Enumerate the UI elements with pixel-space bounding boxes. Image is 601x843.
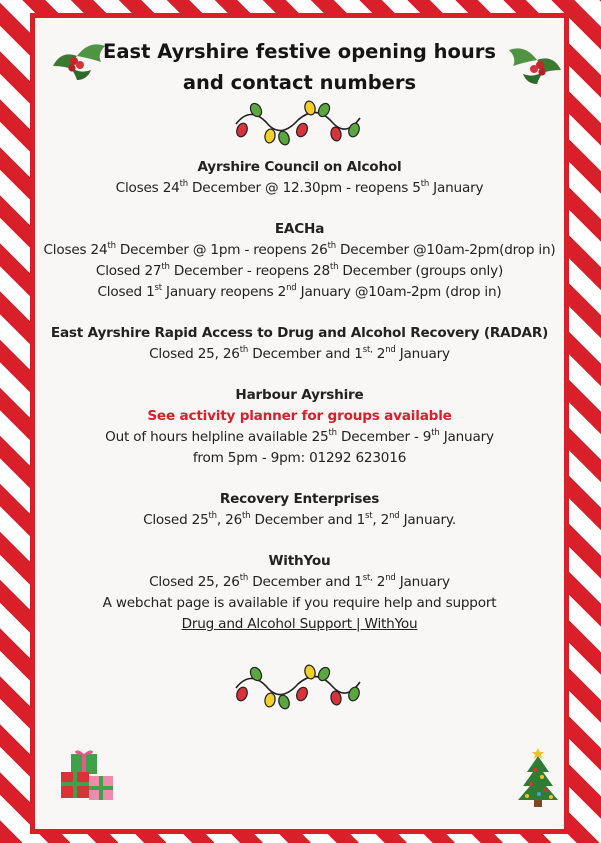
opening-hours-line: Closes 24th December @ 12.30pm - reopens 5th January (115, 179, 484, 196)
christmas-lights-icon (232, 100, 364, 148)
section-heading: EACHa (274, 221, 325, 237)
opening-hours-line: Out of hours helpline available 25th December - 9th January (105, 428, 494, 445)
section-radar (35, 323, 564, 365)
section-harbour (35, 385, 564, 469)
section-heading: WithYou (268, 553, 331, 569)
section-heading: East Ayrshire Rapid Access to Drug and Alcohol Recovery (RADAR) (50, 325, 549, 341)
contact-list (35, 157, 564, 635)
opening-hours-line: Closed 25, 26th December and $1^{st,}$ 2nd January (149, 573, 450, 590)
section-recovery (35, 489, 564, 531)
section-heading: Ayrshire Council on Alcohol (197, 159, 402, 175)
section-eacha (35, 219, 564, 303)
section-heading: Harbour Ayrshire (235, 387, 364, 403)
section-heading: Recovery Enterprises (219, 491, 380, 507)
withyou-support-link[interactable]: Drug and Alcohol Support | WithYou (181, 616, 418, 632)
opening-hours-line: Closed 27th December - reopens 28th December (groups only) (95, 262, 504, 279)
activity-planner-note: See activity planner for groups available (147, 408, 452, 424)
opening-hours-line: Closes 24th December @ 1pm - reopens 26th December @10am-2pm(drop in) (43, 241, 556, 258)
poster-card (30, 13, 569, 834)
christmas-tree-icon (513, 746, 563, 810)
opening-hours-line: Closed 25, 26th December and $1^{st,}$ 2nd January (149, 345, 450, 362)
section-withyou (35, 551, 564, 635)
title-line-2: and contact numbers (182, 71, 417, 94)
gift-boxes-icon (55, 748, 117, 806)
helpline-hours: from 5pm - 9pm: 01292 623016 (192, 450, 407, 466)
section-aca (35, 157, 564, 199)
page-title (35, 36, 564, 98)
title-line-1: East Ayrshire festive opening hours (103, 40, 496, 63)
christmas-lights-icon (232, 664, 364, 712)
opening-hours-line: Closed 1st January reopens 2nd January @10am-2pm (drop in) (97, 283, 502, 300)
webchat-note: A webchat page is available if you require help and support (102, 595, 497, 611)
opening-hours-line: Closed 25th, 26th December and 1st, 2nd January. (143, 511, 456, 528)
